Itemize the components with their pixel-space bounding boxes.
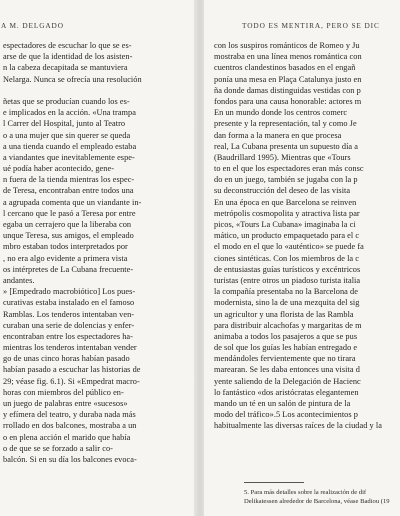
text-line: mbro estaban todos interpretados por xyxy=(3,242,128,252)
text-line: o de que se se forzado a salir co- xyxy=(3,443,113,453)
text-line: egaba un cerrajero que la liberaba con xyxy=(3,220,132,229)
text-line: mientras los tenderos intentaban vender xyxy=(3,343,137,353)
text-line: 29; véase fig. 6.1). Si «Empedrat macro- xyxy=(3,376,140,386)
text-line: presente y la representación, tal y como Je xyxy=(214,119,357,129)
right-body-text xyxy=(214,40,400,432)
text-line: ponía una mesa en Plaça Catalunya justo en xyxy=(214,74,362,84)
text-line: mando un té en un salón de pintura de la xyxy=(214,399,351,408)
text-line: (Baudrillard 1995). Mientras que «Tours xyxy=(214,152,351,162)
text-line: turistas (entre otros un piadoso turista italia xyxy=(214,275,361,285)
text-line: lo fantástico «dos aristócratas elegantemen xyxy=(214,387,359,397)
text-line: a una tienda cuando el empleado estaba xyxy=(3,141,137,151)
text-line: ciones sintéticas. Con los miembros de la c xyxy=(214,253,360,263)
text-line: curaban una serie de dolencias y enfer- xyxy=(3,320,135,330)
text-line: o a una mujer que sin querer se queda xyxy=(3,130,131,140)
text-line: En un mundo donde los centros comerc xyxy=(214,108,348,118)
text-line: modernista, sino la de una mezquita del sig xyxy=(214,298,360,308)
text-line: l Carrer del Hospital, junto al Teatro xyxy=(3,119,126,129)
text-line: la compañía presentaba no la Barcelona de xyxy=(214,287,358,297)
left-page xyxy=(0,0,196,516)
text-line: En una época en que Barcelona se reinven xyxy=(214,197,357,207)
text-line: a agrupada comenta que un viandante in- xyxy=(3,197,142,207)
text-line: para distribuir alcachofas y margaritas de m xyxy=(214,320,362,330)
right-running-head: TODO ES MENTIRA, PERO SE DIC xyxy=(242,21,380,30)
text-line: un juego de palabras entre «sucesos» xyxy=(3,399,128,408)
text-line: espectadores de escuchar lo que se es- xyxy=(3,41,132,50)
text-line: Nelarga. Nunca se ofrecía una resolución xyxy=(3,74,142,84)
text-line: , no era algo evidente a primera vista xyxy=(3,253,128,263)
text-line: picos, «Tours La Cubana» imaginaba la ci xyxy=(214,220,356,229)
text-line: os intérpretes de La Cubana frecuente- xyxy=(3,264,134,274)
left-running-head: A M. DELGADO xyxy=(1,21,64,30)
text-line: mostraba en una línea menos romántica con xyxy=(214,52,362,62)
text-line: el modo en el que lo «auténtico» se puede fa xyxy=(214,242,364,252)
text-line: cuentros clandestinos basados en el engañ xyxy=(214,63,356,73)
text-line: mendándoles fervientemente que no tirara xyxy=(214,354,356,364)
footnotes xyxy=(244,488,390,506)
text-line: habían pasado a escuchar las historias de xyxy=(3,365,141,375)
text-line: yente saliendo de la Delegación de Hacienc xyxy=(214,376,361,386)
text-line: fondos para una causa honorable: actores m xyxy=(214,96,362,106)
text-line: real, La Cubana presenta un supuesto día a xyxy=(214,141,359,151)
text-line: a viandantes que inevitablemente espe- xyxy=(3,152,135,162)
text-line: balcón. Si en su día los balcones evoca- xyxy=(3,454,137,464)
text-line: de Teresa, encontraban entre todos una xyxy=(3,186,134,196)
footnote-line: 5. Para más detalles sobre la realización de dif xyxy=(244,489,367,496)
text-line: marearan. Se les daba entonces una visita d xyxy=(214,365,360,375)
text-line: animaba a todos los pasajeros a que se pus xyxy=(214,331,358,341)
left-body-text xyxy=(3,40,189,465)
text-line: ña donde damas distinguidas vestidas con p xyxy=(214,85,361,95)
text-line: modo del tráfico».5 Los acontecimientos p xyxy=(214,410,358,420)
text-line: go de unas cinco horas habían pasado xyxy=(3,354,130,364)
text-line: n la cabeza decapitada se mantuviera xyxy=(3,63,128,73)
text-line: l cercano que le pasó a Teresa por entre xyxy=(3,208,136,218)
text-line: rrollado en dos balcones, mostraba a un xyxy=(3,421,137,431)
text-line: un agricultor y una florista de las Rambla xyxy=(214,309,354,319)
text-line: andantes. xyxy=(3,275,35,285)
text-line: dan forma a la manera en que procesa xyxy=(214,130,342,140)
text-line: to en el que los espectadores eran más consc xyxy=(214,164,364,174)
text-line: de entusiastas guías turísticos y excéntricos xyxy=(214,264,361,274)
text-line: con los suspiros románticos de Romeo y Ju xyxy=(214,41,360,50)
text-line: e implicados en la acción. «Una trampa xyxy=(3,108,136,118)
text-line: ué podía haber acontecido, gene- xyxy=(3,164,115,174)
text-line: o en plena acción el marido que había xyxy=(3,432,131,442)
footnote-line: Delikatessen alrededor de Barcelona, véase Badiou (19 xyxy=(244,498,390,505)
text-line: n fuera de la tienda mientras los espec- xyxy=(3,175,135,185)
text-line: de sol que los guías les habían entregado e xyxy=(214,343,358,353)
text-line: » [Empedrado macrobiótico] Los pues- xyxy=(3,287,136,297)
footnote-divider xyxy=(244,482,304,483)
right-page xyxy=(204,0,400,516)
text-line: arse de que la identidad de los asisten- xyxy=(3,52,133,62)
text-line: encontraban entre los espectadores ha- xyxy=(3,331,133,341)
text-line: unque Teresa, sus amigos, el empleado xyxy=(3,231,134,241)
text-line: do en un juego, también se jugaba con la p xyxy=(214,175,358,185)
text-line: Ramblas. Los tenderos intentaban ven- xyxy=(3,309,135,319)
text-line: mático, un producto empaquetado para el c xyxy=(214,231,360,241)
text-line: metrópolis cosmopolita y atractiva lista par xyxy=(214,208,360,218)
text-line: y efímera del teatro, y duraba nada más xyxy=(3,410,136,420)
text-line: ñetas que se producían cuando los es- xyxy=(3,96,130,106)
text-line xyxy=(3,85,189,96)
text-line: su deconstrucción del deseo de las visita xyxy=(214,186,351,196)
text-line: curativas estaba instalado en el famoso xyxy=(3,298,135,308)
text-line: habitualmente las diversas raíces de la ciudad y la xyxy=(214,421,382,431)
text-line: horas con miembros del público en- xyxy=(3,387,124,397)
